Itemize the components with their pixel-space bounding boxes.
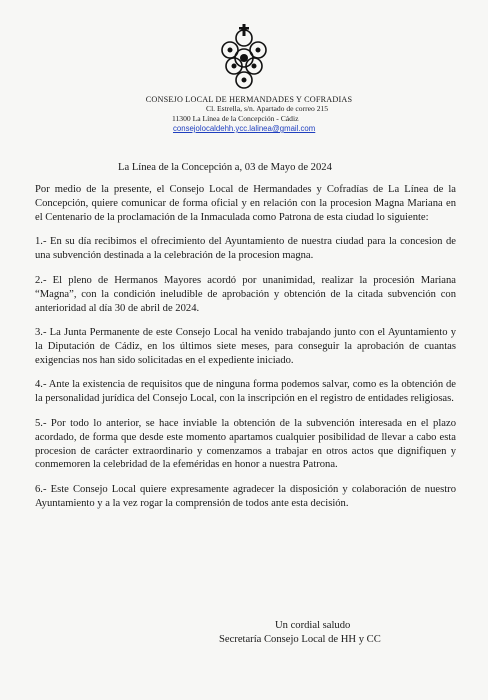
signature-line: Secretaría Consejo Local de HH y CC <box>219 633 381 645</box>
brotherhood-emblem-logo <box>212 22 276 94</box>
address-street: Cl. Estrella, s/n. Apartado de correo 215 <box>206 104 329 113</box>
intro-paragraph: Por medio de la presente, el Consejo Local de Hermandades y Cofradías de La Línea de la Concepción, quiere comunicar de forma oficial y en relación con la procesion Magna Mariana en el Centenario de la proclamación de la Inmaculada como Patrona de esta ciudad lo siguiente: <box>35 184 456 223</box>
point-4-paragraph: 4.- Ante la existencia de requisitos que de ninguna forma podemos salvar, como es la obtención de la personalidad jurídica del Consejo Local, con la inscripción en el registro de entidades religiosas. <box>35 379 456 405</box>
letter-body <box>35 183 456 521</box>
point-6-paragraph: 6.- Este Consejo Local quiere expresamente agradecer la disposición y colaboración de nuestro Ayuntamiento y a la vez rogar la comprensión de todos ante esta decisión. <box>35 483 456 509</box>
point-3-paragraph: 3.- La Junta Permanente de este Consejo Local ha venido trabajando junto con el Ayuntamiento y la Diputación de Cádiz, en los últimos siete meses, para conseguir la aprobación de cuantas exigencias nos han sido solicitadas en el expediente iniciado. <box>35 327 456 366</box>
salutation: Un cordial saludo <box>275 620 351 631</box>
point-1-paragraph: 1.- En su día recibimos el ofrecimiento del Ayuntamiento de nuestra ciudad para la concesion de una subvención destinada a la celebración de la procesion magna. <box>35 236 456 262</box>
address-city: 11300 La Línea de la Concepción - Cádiz <box>172 114 299 123</box>
point-5-paragraph: 5.- Por todo lo anterior, se hace inviable la obtención de la subvención interesada en el plazo acordado, de forma que desde este momento apartamos cualquier posibilidad de llevar a cabo esta procesion de carácter extraordinario y comenzamos a trabajar en otros actos que dignifiquen y conmemoren la celebridad de la efeméridas en honor a nuestra Patrona. <box>35 417 456 471</box>
point-2-paragraph: 2.- El pleno de Hermanos Mayores acordó por unanimidad, realizar la procesión Mariana “Magna”, con la condición ineludible de aprobación y obtención de la citada subvención con anterioridad al día 30 de abril de 2024. <box>35 274 456 314</box>
letter-closing <box>0 619 488 647</box>
organization-name: CONSEJO LOCAL DE HERMANDADES Y COFRADIAS <box>145 95 353 104</box>
email-link[interactable]: consejolocaldehh.ycc.lalinea@gmail.com <box>173 124 316 133</box>
date-line: La Línea de la Concepción a, 03 de Mayo de 2024 <box>118 162 332 173</box>
letterhead <box>0 95 488 134</box>
